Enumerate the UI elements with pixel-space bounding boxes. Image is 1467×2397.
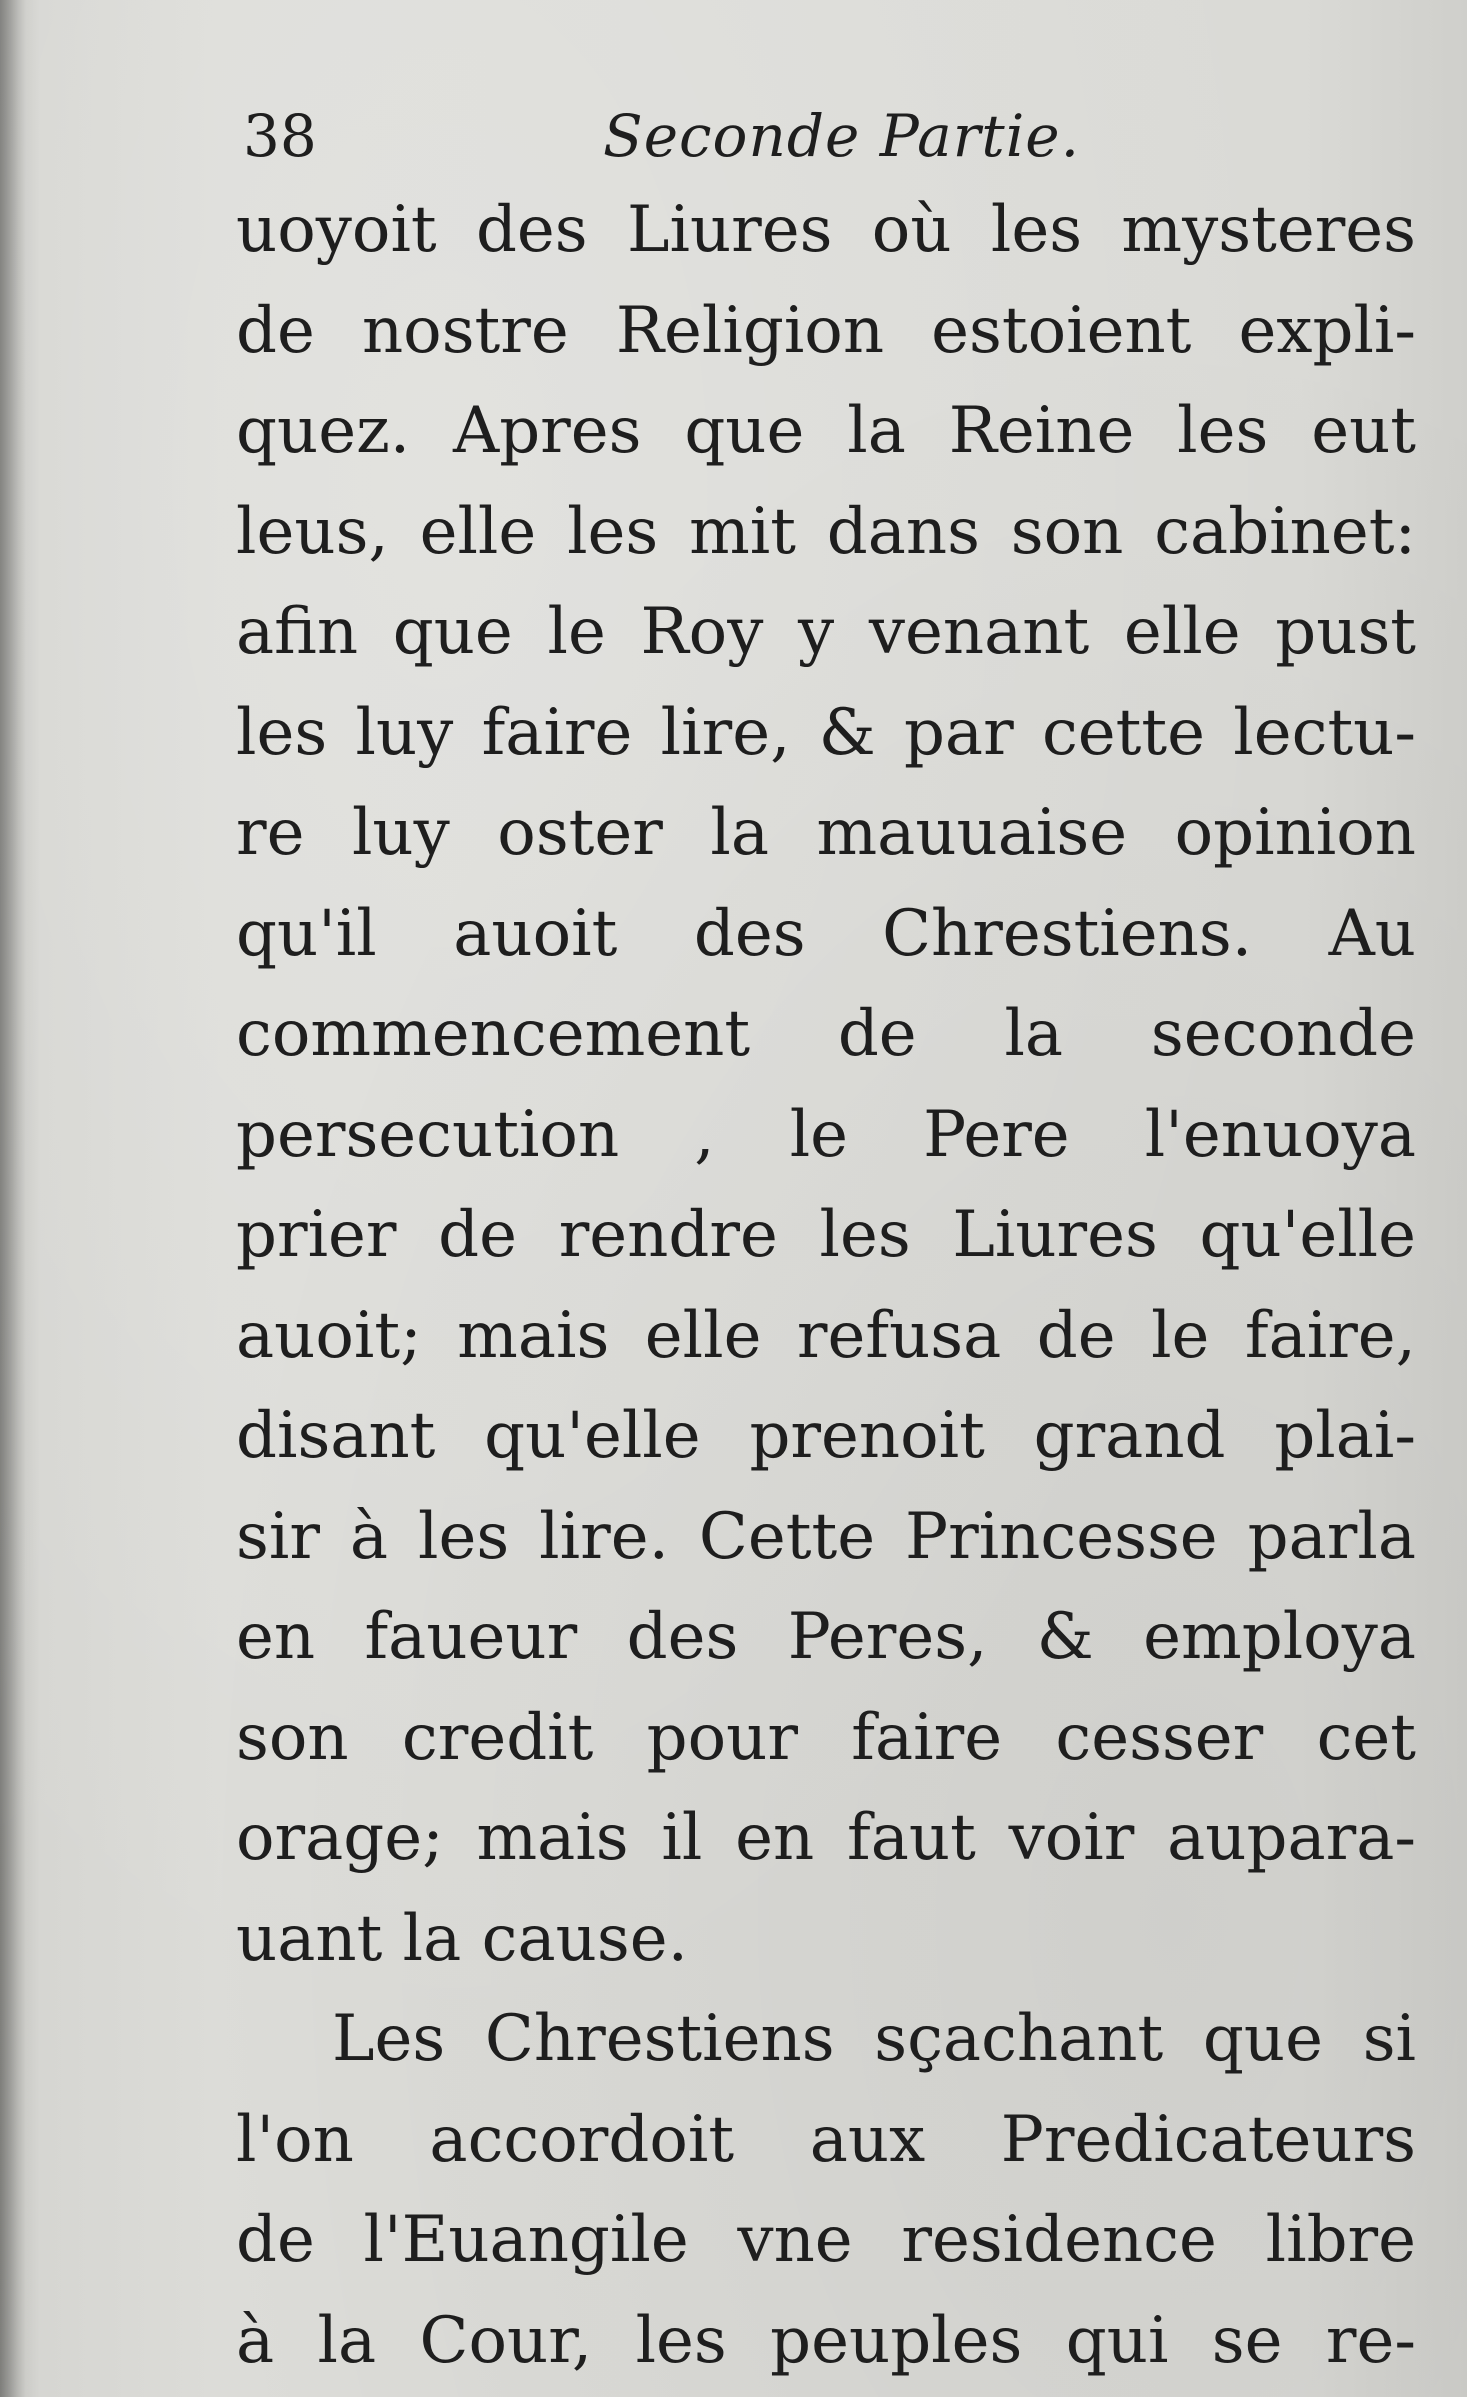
text-line: sir à les lire. Cette Princesse parla [236, 1499, 1416, 1574]
text-line: de l'Euangile vne residence libre [236, 2203, 1416, 2277]
text-line: Les Chrestiens sçachant que si [332, 2002, 1416, 2076]
text-block [236, 180, 1416, 2391]
text-line: l'on accordoit aux Predicateurs [236, 2102, 1416, 2177]
text-line: uoyoit des Liures où les mysteres [236, 193, 1416, 267]
text-line: en faueur des Peres, & employa [236, 1600, 1416, 1674]
running-title: Seconde Partie. [603, 102, 1081, 170]
text-line: son credit pour faire cesser cet [236, 1700, 1416, 1775]
paragraph-1 [236, 180, 1416, 1989]
text-line: à la Cour, les peuples qui se re- [236, 2303, 1416, 2378]
text-line: orage; mais il en faut voir aupara- [236, 1801, 1416, 1875]
text-line: re luy oster la mauuaise opinion [236, 796, 1416, 870]
text-line: uant la cause. [236, 1901, 688, 1976]
running-head [243, 96, 1423, 176]
text-line: commencement de la seconde [236, 997, 1416, 1071]
binding-shadow [0, 0, 26, 2397]
paragraph-2 [236, 1989, 1416, 2391]
text-line: auoit; mais elle refusa de le faire, [236, 1298, 1416, 1373]
text-line: disant qu'elle prenoit grand plai- [236, 1399, 1416, 1473]
text-line: afin que le Roy y venant elle pust [236, 595, 1416, 669]
text-line: prier de rendre les Liures qu'elle [236, 1198, 1416, 1272]
text-line: persecution , le Pere l'enuoya [236, 1097, 1416, 1172]
text-line: les luy faire lire, & par cette lectu- [236, 695, 1416, 770]
text-line: qu'il auoit des Chrestiens. Au [236, 896, 1416, 971]
page-number: 38 [243, 102, 317, 170]
text-line: quez. Apres que la Reine les eut [236, 394, 1416, 468]
text-line: leus, elle les mit dans son cabinet: [236, 494, 1416, 569]
text-line: de nostre Religion estoient expli- [236, 293, 1416, 368]
